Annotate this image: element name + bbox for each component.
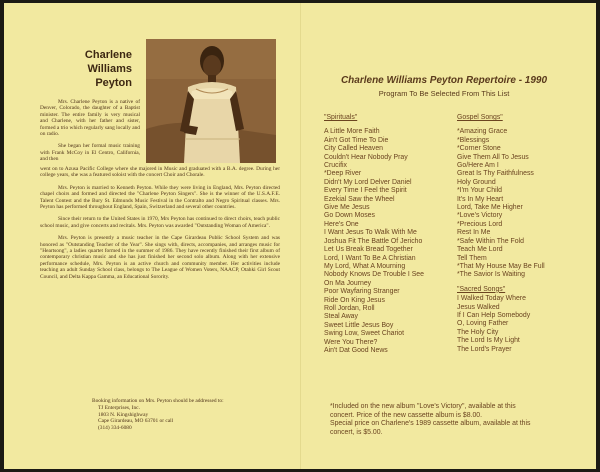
song-title: *Corner Stone	[457, 145, 501, 153]
song-title: Ain't Dat Good News	[324, 346, 388, 354]
song-title: Holy Ground	[457, 178, 496, 186]
booking-line: TJ Enterprises, Inc.	[98, 404, 140, 411]
sacred-header: "Sacred Songs"	[457, 285, 506, 293]
portrait-photo	[146, 39, 276, 163]
song-title: The Holy City	[457, 328, 499, 336]
song-title: Ride On King Jesus	[324, 296, 385, 304]
song-title: *That My House May Be Full	[457, 262, 545, 270]
booking-intro: Booking information on Mrs. Peyton should be addressed to:	[92, 398, 224, 404]
name-line-first: Charlene	[84, 49, 132, 61]
song-title: If I Can Help Somebody	[457, 311, 531, 319]
bio-paragraph: Mrs. Peyton is married to Kenneth Peyton. While they were living in England, Mrs. Peyton directed chapel choirs and formed and directed the "Charlene Peyton Singers". She is the winner of the U.S.A.F.E. Talent Contest and the Bury St. Edmunds Music Festival in the Contralto and Negro Spiritual classes. Mrs. Peyton has performed throughout England, Spain, Switzerland and several other countries.	[40, 184, 280, 211]
booking-line: 1803 N. Kingshighway	[98, 411, 149, 418]
bio-paragraph: Mrs. Peyton is presently a music teacher in the Cape Girardeau Public School System and was honored as "Outstanding Teacher of the Year". She sings with, directs, accompanies, and arranges music for "Heartsong", a ladies quartet formed in the summer of 1986. They have recently finished their first album of contemporary christian music and she has just finished her second solo album. Along with her extensive performance schedule, Mrs. Peyton is an active church and community member. Her activities include teaching an adult Sunday School class, belongs to The League of Women Voters, NAACP, Otahki Girl Scout Council, and Delta Kappa Gamma, an Educational Sorority.	[40, 235, 280, 280]
song-title: Joshua Fit The Battle Of Jericho	[324, 237, 423, 245]
song-title: *Amazing Grace	[457, 128, 508, 136]
song-title: Crucifix	[324, 162, 347, 170]
song-title: *I'm Your Child	[457, 187, 502, 195]
bio-upper	[40, 99, 140, 163]
song-title: Steal Away	[324, 313, 358, 321]
bio-paragraph: She began her formal music training with Frank McCoy in El Centro, California, and then	[40, 143, 140, 163]
booking-info	[92, 398, 224, 432]
song-title: Great Is Thy Faithfulness	[457, 170, 534, 178]
song-title: Couldn't Hear Nobody Pray	[324, 153, 408, 161]
song-title: Sweet Little Jesus Boy	[324, 321, 394, 329]
song-title: *Precious Lord	[457, 220, 503, 228]
song-title: My Lord, What A Mourning	[324, 262, 406, 270]
performer-name	[40, 48, 132, 90]
name-line-last: Peyton	[95, 77, 132, 89]
booking-phone: (314) 334-6080	[98, 425, 132, 432]
repertoire-subtitle: Program To Be Selected From This List	[378, 89, 510, 98]
song-title: Lord, I Want To Be A Christian	[324, 254, 416, 262]
song-title: It's In My Heart	[457, 195, 504, 203]
song-title: Tell Them	[457, 254, 487, 262]
song-title: Here's One	[324, 220, 359, 228]
song-title: Give Them All To Jesus	[457, 153, 529, 161]
song-title: Nobody Knows De Trouble I See	[324, 271, 424, 279]
song-title: Let Us Break Bread Together	[324, 246, 413, 254]
song-title: Poor Wayfaring Stranger	[324, 288, 400, 296]
song-title: Lord, Take Me Higher	[457, 204, 523, 212]
song-title: Roll Jordan, Roll	[324, 304, 375, 312]
song-title: *The Savior Is Waiting	[457, 271, 525, 279]
song-title: On Ma Journey	[324, 279, 372, 287]
gospel-list	[457, 128, 545, 279]
bio-paragraph: went on to Azusa Pacific College where she majored in Music and graduated with a B.A. degree. During her college years, she was a featured soloist with the concert Choir and Chorale.	[40, 166, 280, 179]
bio-lower	[40, 166, 280, 286]
song-title: *Deep River	[324, 170, 362, 178]
song-title: The Lord's Prayer	[457, 345, 512, 353]
spirituals-list	[324, 128, 424, 355]
spirituals-header: "Spirituals"	[324, 114, 358, 121]
song-title: Jesus Walked	[457, 303, 500, 311]
song-title: Were You There?	[324, 338, 378, 346]
song-title: Swing Low, Sweet Chariot	[324, 330, 405, 338]
song-title: O, Loving Father	[457, 320, 509, 328]
song-title: Ain't Got Time To Die	[324, 136, 389, 144]
song-title: *Safe Within The Fold	[457, 237, 524, 245]
album-note-line: concert. Price of the new cassette album is $8.00.	[330, 411, 483, 419]
album-note	[330, 403, 531, 437]
bio-paragraph: Mrs. Charlene Peyton is a native of Denver, Colorado, the daughter of a Baptist minister. The entire family is very musical and Charlene, with her father and sister, formed a trio which regularly sang locally and on radio.	[40, 99, 140, 138]
song-title: *Love's Victory	[457, 212, 503, 220]
spirituals-column	[324, 114, 424, 355]
song-title: Ezekial Saw the Wheel	[324, 195, 395, 203]
fold-line	[300, 3, 301, 469]
song-title: Didn't My Lord Delver Daniel	[324, 178, 412, 186]
album-note-line: Special price on Charlene's 1989 cassette album, available at this	[330, 420, 531, 428]
song-title: I Want Jesus To Walk With Me	[324, 229, 417, 237]
album-note-line: *Included on the new album "Love's Victory", available at this	[330, 403, 516, 410]
name-line-middle: Williams	[87, 63, 132, 75]
bio-paragraph: Since their return to the United States in 1970, Mrs Peyton has continued to direct choirs, teach public school music, and give concerts and recitals. Mrs. Peyton was awarded "Outstanding Woman of America".	[40, 216, 280, 229]
album-note-line: concert, is $5.00.	[330, 428, 383, 436]
song-title: Go Down Moses	[324, 212, 375, 220]
song-title: Teach Me Lord	[457, 246, 503, 254]
gospel-header: Gospel Songs"	[457, 114, 503, 121]
song-title: Every Time I Feel the Spirit	[324, 187, 407, 195]
song-title: City Called Heaven	[324, 145, 383, 153]
song-title: *Blessings	[457, 136, 490, 144]
song-title: A Little More Faith	[324, 128, 380, 136]
song-title: Give Me Jesus	[324, 204, 370, 212]
song-title: The Lord Is My Light	[457, 337, 520, 345]
sacred-list	[457, 295, 545, 354]
booking-line: Cape Girardeau, MO 63701 or call	[98, 418, 174, 425]
song-title: I Walked Today Where	[457, 295, 526, 303]
flyer-sheet	[4, 3, 596, 469]
song-title: Go/Here Am I	[457, 162, 499, 170]
song-title: Rest In Me	[457, 229, 491, 237]
repertoire-title: Charlene Williams Peyton Repertoire - 1990	[340, 75, 548, 86]
gospel-column	[457, 114, 545, 354]
